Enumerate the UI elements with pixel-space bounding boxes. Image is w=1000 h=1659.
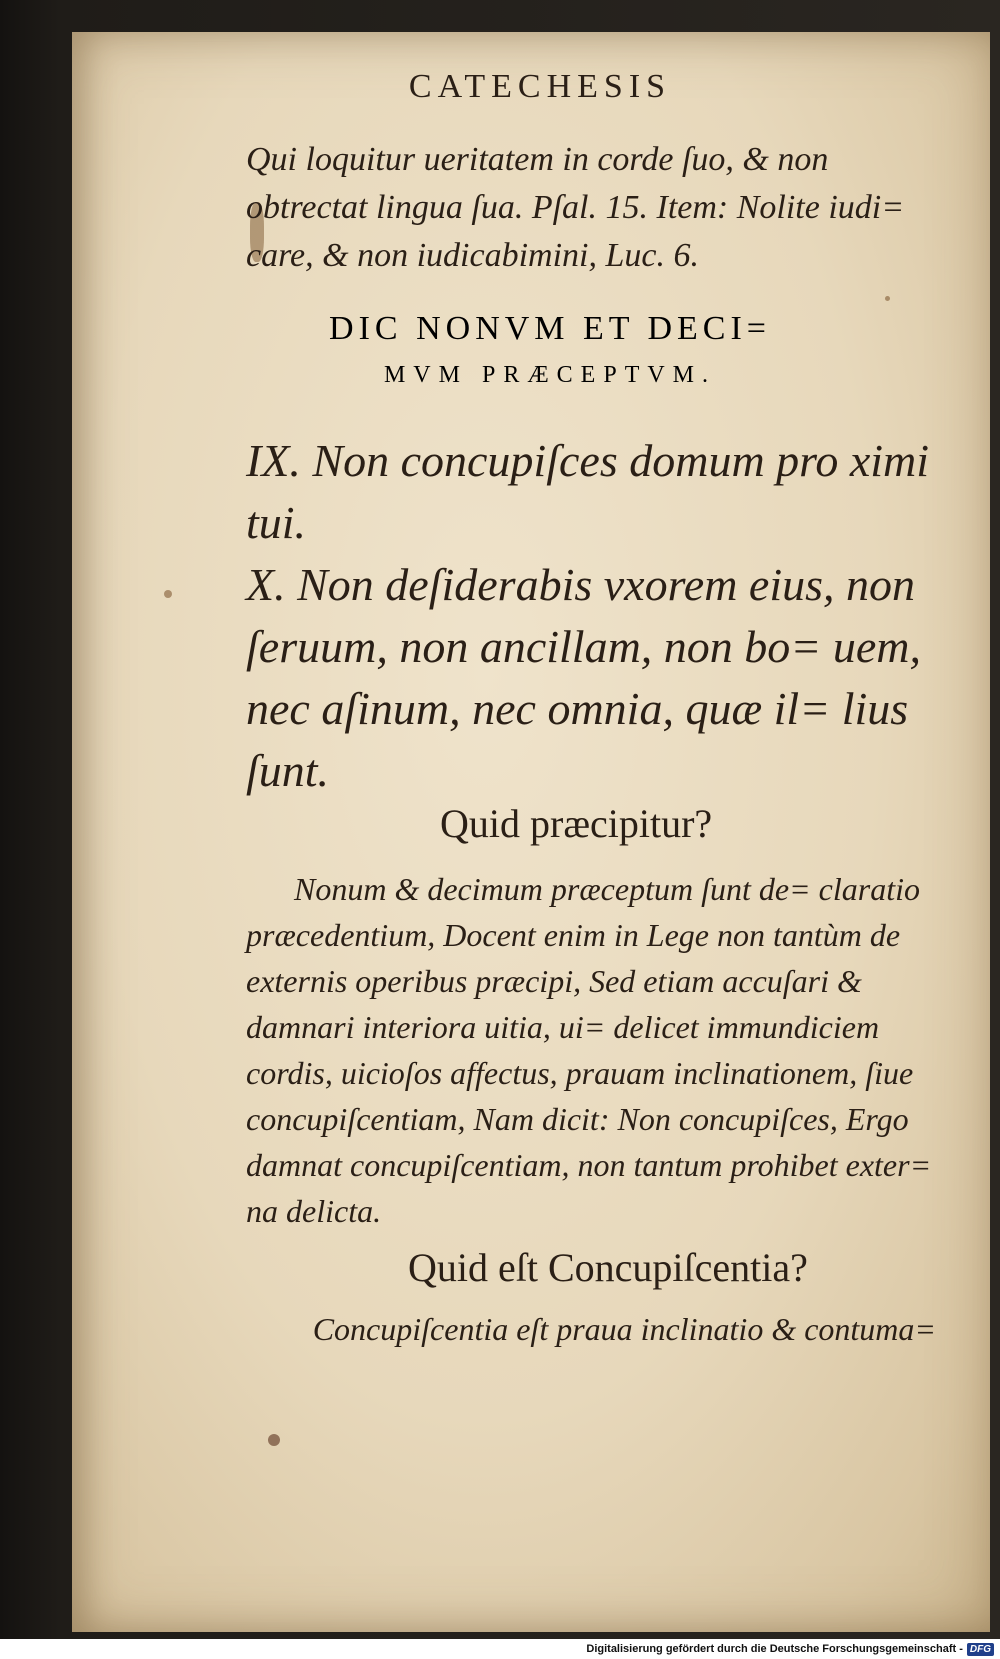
commandments-block: [246, 430, 936, 802]
question-heading: Quid eſt Concupiſcentia?: [408, 1245, 808, 1290]
ink-spot: [164, 590, 172, 598]
running-head: CATECHESIS: [408, 68, 672, 105]
commandment-x: X. Non deſiderabis vxorem eius, non ſeruum, non ancillam, non bo= uem, nec aſinum, nec omnia, quæ il= lius ſunt.: [246, 559, 921, 796]
digitization-footer: [0, 1639, 1000, 1659]
section-heading-line-2: MVM PRÆCEPTVM.: [383, 362, 717, 388]
dfg-logo: DFG: [967, 1643, 994, 1656]
intro-paragraph: Qui loquitur ueritatem in corde ſuo, & non obtrectat lingua ſua. Pſal. 15. Item: Nolite iudi= care, & non iudicabimini, Luc. 6.: [246, 141, 905, 274]
question-heading: Quid præcipitur?: [440, 801, 713, 846]
ink-spot: [268, 1434, 280, 1446]
answer-paragraph: Nonum & decimum præceptum ſunt de= claratio præcedentium, Docent enim in Lege non tantùm de externis operibus præcipi, Sed etiam accuſari & damnari interiora uitia, ui= delicet immundiciem cordis, uicioſos affectus, prauam inclinationem, ſiue concupiſcentiam, Nam dicit: Non concupiſces, Ergo damnat concupiſcentiam, non tantum prohibet exter= na delicta.: [246, 871, 932, 1229]
commandment-ix: IX. Non concupiſces domum pro ximi tui.: [246, 435, 930, 548]
footer-credit: Digitalisierung gefördert durch die Deutsche Forschungsgemeinschaft -: [586, 1643, 963, 1655]
answer-paragraph: Concupiſcentia eſt praua inclinatio & contuma=: [312, 1311, 936, 1347]
section-heading-line-1: DIC NONVM ET DECI=: [329, 310, 771, 347]
ink-spot: [885, 296, 890, 301]
